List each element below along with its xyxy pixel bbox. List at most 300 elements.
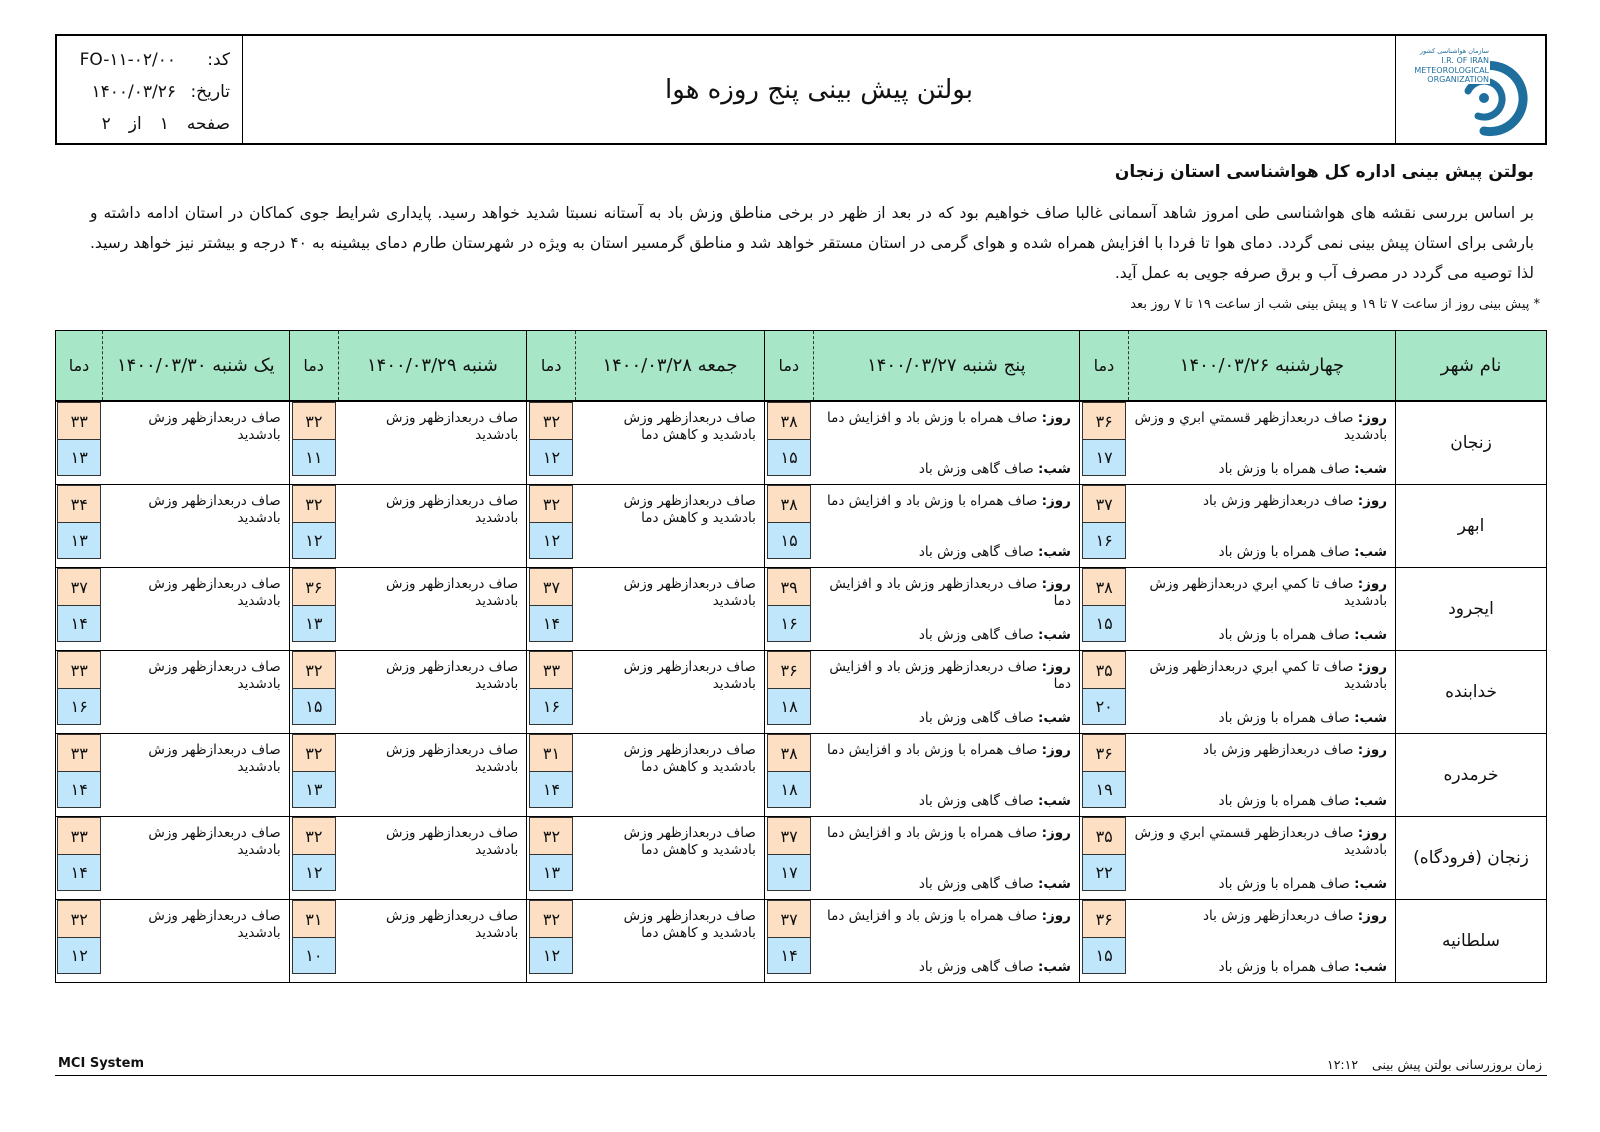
day-forecast: [817, 825, 1071, 842]
day-label: روز:: [1041, 659, 1071, 675]
max-temp: ۳۶: [1082, 734, 1126, 771]
day-forecast: [817, 493, 1071, 510]
forecast-cell: [813, 485, 1079, 568]
day-label: روز:: [1041, 825, 1071, 841]
forecast-cell: [338, 817, 527, 900]
night-forecast-text: صاف گاهی وزش باد: [918, 627, 1034, 643]
night-label: شب:: [1354, 876, 1388, 892]
logo-text-fa: سازمان هواشناسی کشور: [1419, 47, 1489, 55]
forecast-text: صاف دربعدازظهر وزش بادشدید: [148, 493, 281, 526]
temp-box: [767, 900, 811, 974]
min-temp: ۱۴: [57, 854, 101, 891]
day-label: روز:: [1357, 410, 1388, 426]
temp-cell: [1079, 401, 1128, 485]
temp-box: [767, 402, 811, 476]
min-temp: ۱۵: [1082, 605, 1126, 642]
forecast-cell: [338, 651, 527, 734]
forecast-text: صاف دربعدازظهر وزش بادشدید: [386, 576, 519, 609]
min-temp: ۱۵: [292, 688, 336, 725]
forecast-text: صاف دربعدازظهر وزش بادشدید: [623, 576, 756, 609]
day-label: روز:: [1041, 410, 1071, 426]
city-name: خرمدره: [1396, 734, 1547, 817]
min-temp: ۱۵: [767, 439, 811, 476]
temp-cell: [527, 401, 576, 485]
document-header: [55, 34, 1547, 145]
document-title: بولتن پیش بینی پنج روزه هوا: [665, 74, 973, 105]
min-temp: ۱۶: [529, 688, 573, 725]
temp-cell: [289, 651, 338, 734]
day-label: روز:: [1357, 908, 1388, 924]
forecast-cell: [813, 900, 1079, 983]
temp-cell: [527, 568, 576, 651]
temp-box: [57, 485, 101, 559]
forecast-cell: [576, 734, 765, 817]
forecast-text: صاف دربعدازظهر وزش بادشدید: [148, 576, 281, 609]
night-label: شب:: [1037, 461, 1071, 477]
city-name: زنجان (فرودگاه): [1396, 817, 1547, 900]
temp-cell: [764, 485, 813, 568]
max-temp: ۳۳: [57, 734, 101, 771]
min-temp: ۱۴: [57, 771, 101, 808]
update-time: ۱۲:۱۲: [1326, 1057, 1359, 1072]
temp-box: [529, 568, 573, 642]
max-temp: ۳۲: [292, 651, 336, 688]
temp-cell: [1079, 485, 1128, 568]
night-forecast: [919, 876, 1071, 893]
page-number: ۱: [159, 114, 169, 134]
code-value: FO-۱۱-۰۲/۰۰: [79, 50, 176, 70]
date-value: ۱۴۰۰/۰۳/۲۶: [91, 82, 176, 102]
temp-box: [1082, 651, 1126, 725]
temp-cell: [56, 900, 103, 983]
forecast-table-body: [56, 401, 1547, 983]
max-temp: ۳۵: [1082, 651, 1126, 688]
day-forecast-text: صاف دربعدازظهر قسمتي ابري و وزش بادشدید: [1134, 410, 1388, 443]
max-temp: ۳۵: [1082, 817, 1126, 854]
min-temp: ۲۰: [1082, 688, 1126, 725]
min-temp: ۲۲: [1082, 854, 1126, 891]
max-temp: ۳۳: [529, 651, 573, 688]
min-temp: ۱۷: [767, 854, 811, 891]
table-row: [56, 401, 1547, 485]
temp-cell: [1079, 568, 1128, 651]
temp-box: [57, 734, 101, 808]
date-row: [57, 76, 230, 108]
night-forecast-text: صاف همراه با وزش باد: [1218, 793, 1350, 809]
temp-cell: [56, 401, 103, 485]
temp-box: [57, 568, 101, 642]
forecast-text: صاف دربعدازظهر وزش بادشدید: [386, 410, 519, 443]
temp-cell: [56, 734, 103, 817]
logo-text-country: I.R. OF IRAN: [1441, 56, 1489, 65]
forecast-cell: [1128, 568, 1395, 651]
day-forecast: [1132, 825, 1387, 859]
forecast-text: صاف دربعدازظهر وزش بادشدید: [386, 825, 519, 858]
temp-cell: [289, 485, 338, 568]
min-temp: ۱۵: [1082, 937, 1126, 974]
temp-box: [767, 734, 811, 808]
temp-box: [529, 651, 573, 725]
temp-box: [529, 485, 573, 559]
day-label: روز:: [1041, 576, 1071, 592]
forecast-cell: [338, 568, 527, 651]
min-temp: ۱۳: [529, 854, 573, 891]
forecast-text: صاف دربعدازظهر وزش بادشدید و کاهش دما: [623, 908, 756, 941]
temp-box: [292, 734, 336, 808]
temp-cell: [527, 900, 576, 983]
min-temp: ۱۲: [529, 439, 573, 476]
temp-column-header: دما: [289, 331, 338, 402]
forecast-cell: [576, 817, 765, 900]
temp-cell: [1079, 817, 1128, 900]
day-label: روز:: [1357, 576, 1388, 592]
forecast-cell: [338, 734, 527, 817]
day-forecast: [817, 742, 1071, 759]
min-temp: ۱۲: [292, 854, 336, 891]
max-temp: ۳۲: [292, 734, 336, 771]
night-forecast-text: صاف گاهی وزش باد: [918, 959, 1034, 975]
night-label: شب:: [1037, 876, 1071, 892]
page-row: [57, 108, 230, 140]
temp-box: [1082, 734, 1126, 808]
day-forecast-text: صاف همراه با وزش باد و افزایش دما: [826, 742, 1038, 758]
temp-cell: [764, 568, 813, 651]
forecast-cell: [103, 900, 290, 983]
temp-box: [292, 651, 336, 725]
night-forecast: [1219, 793, 1387, 810]
temp-box: [292, 900, 336, 974]
temp-box: [1082, 485, 1126, 559]
forecast-cell: [103, 734, 290, 817]
night-label: شب:: [1354, 627, 1388, 643]
min-temp: ۱۶: [57, 688, 101, 725]
table-row: [56, 651, 1547, 734]
forecast-cell: [103, 651, 290, 734]
intro-paragraph: بر اساس بررسی نقشه های هواشناسی طی امروز شاهد آسمانی غالبا صاف خواهیم بود که در بعد از ظهر در برخی مناطق وزش باد به آستانه نسبتا شدید خواهد رسید. پایداری شرایط جوی کماکان در استان ادامه داشته و بارشی برای استان پیش بینی نمی گردد. دمای هوا تا فردا با افزایش همراه شده و هوای گرمی در استان مستقر خواهد شد و مناطق گرمسیر استان به ویژه در شهرستان طارم دمای بیشینه به ۴۰ درجه و بیشتر نیز خواهد رسید. لذا توصیه می گردد در مصرف آب و برق صرفه جویی به عمل آید.: [90, 204, 1534, 282]
forecast-cell: [576, 900, 765, 983]
night-forecast: [1219, 544, 1387, 561]
temp-box: [767, 485, 811, 559]
footer-divider: [55, 1075, 1547, 1076]
forecast-cell: [338, 401, 527, 485]
table-row: [56, 900, 1547, 983]
night-forecast: [919, 461, 1071, 478]
night-forecast-text: صاف گاهی وزش باد: [918, 876, 1034, 892]
temp-cell: [764, 900, 813, 983]
forecast-cell: [1128, 817, 1395, 900]
night-forecast: [1219, 710, 1387, 727]
max-temp: ۳۳: [57, 817, 101, 854]
forecast-text: صاف دربعدازظهر وزش بادشدید و کاهش دما: [623, 825, 756, 858]
day-forecast-text: صاف همراه با وزش باد و افزایش دما: [826, 825, 1038, 841]
forecast-cell: [813, 651, 1079, 734]
night-forecast-text: صاف همراه با وزش باد: [1218, 544, 1350, 560]
night-label: شب:: [1037, 627, 1071, 643]
night-forecast-text: صاف همراه با وزش باد: [1218, 959, 1350, 975]
code-label: کد:: [207, 50, 230, 70]
max-temp: ۳۲: [292, 402, 336, 439]
min-temp: ۱۴: [529, 605, 573, 642]
day-label: روز:: [1357, 742, 1388, 758]
night-forecast: [1219, 959, 1387, 976]
night-forecast-text: صاف گاهی وزش باد: [918, 793, 1034, 809]
night-forecast-text: صاف همراه با وزش باد: [1218, 876, 1350, 892]
forecast-cell: [338, 485, 527, 568]
forecast-cell: [576, 485, 765, 568]
temp-column-header: دما: [527, 331, 576, 402]
temp-box: [292, 568, 336, 642]
temp-cell: [527, 817, 576, 900]
footer-system: MCI System: [58, 1056, 144, 1071]
day-label: روز:: [1357, 659, 1388, 675]
temp-box: [529, 900, 573, 974]
temp-cell: [764, 734, 813, 817]
night-label: شب:: [1354, 959, 1388, 975]
day-forecast-text: صاف همراه با وزش باد و افزایش دما: [826, 493, 1038, 509]
forecast-cell: [1128, 485, 1395, 568]
forecast-text: صاف دربعدازظهر وزش بادشدید: [623, 659, 756, 692]
night-label: شب:: [1037, 710, 1071, 726]
table-row: [56, 485, 1547, 568]
night-forecast: [919, 710, 1071, 727]
temp-cell: [1079, 734, 1128, 817]
temp-box: [767, 651, 811, 725]
max-temp: ۳۴: [57, 485, 101, 522]
night-label: شب:: [1037, 544, 1071, 560]
day-forecast-text: صاف تا کمي ابري دربعدازظهر وزش بادشدید: [1149, 659, 1388, 692]
min-temp: ۱۲: [529, 937, 573, 974]
city-column-header: نام شهر: [1396, 331, 1547, 402]
temp-cell: [527, 485, 576, 568]
min-temp: ۱۶: [767, 605, 811, 642]
update-label: زمان بروزرسانی بولتن پیش بینی: [1372, 1057, 1542, 1072]
min-temp: ۱۷: [1082, 439, 1126, 476]
forecast-table: [55, 330, 1547, 983]
max-temp: ۳۲: [292, 817, 336, 854]
day-column-header: شنبه ۱۴۰۰/۰۳/۲۹: [338, 331, 527, 402]
forecast-cell: [813, 817, 1079, 900]
night-label: شب:: [1354, 544, 1388, 560]
forecast-cell: [1128, 401, 1395, 485]
forecast-cell: [576, 401, 765, 485]
forecast-text: صاف دربعدازظهر وزش بادشدید و کاهش دما: [623, 742, 756, 775]
day-forecast: [1132, 493, 1387, 510]
max-temp: ۳۸: [767, 402, 811, 439]
table-row: [56, 568, 1547, 651]
night-forecast: [919, 793, 1071, 810]
day-label: روز:: [1041, 493, 1071, 509]
logo-text-meteorological: METEOROLOGICAL: [1414, 66, 1489, 75]
page-of: از: [128, 114, 142, 134]
forecast-cell: [103, 401, 290, 485]
forecast-hours-note: * پیش بینی روز از ساعت ۷ تا ۱۹ و پیش بینی شب از ساعت ۱۹ تا ۷ روز بعد: [1130, 297, 1540, 312]
temp-cell: [289, 734, 338, 817]
min-temp: ۱۶: [1082, 522, 1126, 559]
temp-box: [1082, 568, 1126, 642]
page-label: صفحه: [186, 114, 230, 134]
temp-column-header: دما: [764, 331, 813, 402]
max-temp: ۳۲: [529, 900, 573, 937]
table-row: [56, 734, 1547, 817]
forecast-cell: [338, 900, 527, 983]
max-temp: ۳۷: [1082, 485, 1126, 522]
day-label: روز:: [1357, 825, 1388, 841]
day-forecast: [817, 908, 1071, 925]
temp-box: [57, 817, 101, 891]
min-temp: ۱۴: [767, 937, 811, 974]
day-forecast: [1132, 659, 1387, 693]
max-temp: ۳۶: [1082, 402, 1126, 439]
temp-cell: [1079, 651, 1128, 734]
temp-box: [1082, 402, 1126, 476]
night-label: شب:: [1037, 959, 1071, 975]
temp-box: [292, 485, 336, 559]
max-temp: ۳۳: [57, 651, 101, 688]
temp-cell: [56, 568, 103, 651]
max-temp: ۳۸: [767, 734, 811, 771]
temp-cell: [56, 651, 103, 734]
forecast-text: صاف دربعدازظهر وزش بادشدید: [148, 410, 281, 443]
forecast-text: صاف دربعدازظهر وزش بادشدید و کاهش دما: [623, 493, 756, 526]
max-temp: ۳۱: [529, 734, 573, 771]
night-forecast-text: صاف همراه با وزش باد: [1218, 627, 1350, 643]
min-temp: ۱۴: [57, 605, 101, 642]
logo-text-organization: ORGANIZATION: [1427, 75, 1489, 84]
day-forecast-text: صاف دربعدازظهر وزش باد: [1203, 742, 1354, 758]
temp-box: [529, 734, 573, 808]
temp-column-header: دما: [56, 331, 103, 402]
forecast-cell: [103, 817, 290, 900]
temp-cell: [764, 817, 813, 900]
forecast-text: صاف دربعدازظهر وزش بادشدید: [386, 908, 519, 941]
max-temp: ۳۹: [767, 568, 811, 605]
night-forecast-text: صاف همراه با وزش باد: [1218, 710, 1350, 726]
min-temp: ۱۴: [529, 771, 573, 808]
max-temp: ۳۲: [529, 485, 573, 522]
day-forecast-text: صاف دربعدازظهر وزش باد و افزایش دما: [829, 659, 1071, 692]
max-temp: ۳۶: [767, 651, 811, 688]
forecast-text: صاف دربعدازظهر وزش بادشدید: [148, 825, 281, 858]
day-forecast-text: صاف دربعدازظهر وزش باد: [1203, 493, 1354, 509]
day-column-header: یک شنبه ۱۴۰۰/۰۳/۳۰: [103, 331, 290, 402]
day-column-header: جمعه ۱۴۰۰/۰۳/۲۸: [576, 331, 765, 402]
max-temp: ۳۸: [767, 485, 811, 522]
temp-cell: [1079, 900, 1128, 983]
min-temp: ۱۳: [57, 439, 101, 476]
day-forecast: [817, 410, 1071, 427]
night-forecast-text: صاف گاهی وزش باد: [918, 710, 1034, 726]
night-forecast: [919, 544, 1071, 561]
temp-box: [529, 817, 573, 891]
forecast-text: صاف دربعدازظهر وزش بادشدید: [386, 493, 519, 526]
code-row: [57, 44, 230, 76]
forecast-text: صاف دربعدازظهر وزش بادشدید و کاهش دما: [623, 410, 756, 443]
max-temp: ۳۲: [57, 900, 101, 937]
min-temp: ۱۳: [292, 771, 336, 808]
city-name: زنجان: [1396, 401, 1547, 485]
temp-cell: [289, 401, 338, 485]
day-forecast: [1132, 410, 1387, 444]
day-forecast-text: صاف دربعدازظهر قسمتي ابري و وزش بادشدید: [1134, 825, 1388, 858]
min-temp: ۱۲: [57, 937, 101, 974]
meteorological-organization-logo: [1395, 36, 1545, 143]
forecast-cell: [103, 485, 290, 568]
night-forecast: [1219, 876, 1387, 893]
table-header-row: [56, 331, 1547, 402]
min-temp: ۱۳: [292, 605, 336, 642]
city-name: ابهر: [1396, 485, 1547, 568]
forecast-cell: [576, 651, 765, 734]
night-label: شب:: [1354, 461, 1388, 477]
temp-cell: [527, 734, 576, 817]
forecast-text: صاف دربعدازظهر وزش بادشدید: [148, 659, 281, 692]
forecast-cell: [813, 734, 1079, 817]
night-forecast-text: صاف گاهی وزش باد: [918, 461, 1034, 477]
max-temp: ۳۶: [1082, 900, 1126, 937]
temp-box: [767, 817, 811, 891]
forecast-cell: [813, 568, 1079, 651]
temp-box: [1082, 900, 1126, 974]
temp-cell: [527, 651, 576, 734]
max-temp: ۳۷: [529, 568, 573, 605]
max-temp: ۳۷: [767, 817, 811, 854]
day-column-header: پنج شنبه ۱۴۰۰/۰۳/۲۷: [813, 331, 1079, 402]
temp-box: [1082, 817, 1126, 891]
forecast-text: صاف دربعدازظهر وزش بادشدید: [148, 908, 281, 941]
night-forecast: [919, 959, 1071, 976]
temp-cell: [56, 485, 103, 568]
temp-box: [292, 402, 336, 476]
max-temp: ۳۸: [1082, 568, 1126, 605]
table-row: [56, 817, 1547, 900]
day-forecast-text: صاف دربعدازظهر وزش باد: [1203, 908, 1354, 924]
day-forecast-text: صاف همراه با وزش باد و افزایش دما: [826, 908, 1038, 924]
section-title: بولتن پیش بینی اداره کل هواشناسی استان زنجان: [1114, 162, 1534, 182]
max-temp: ۳۷: [767, 900, 811, 937]
temp-box: [57, 900, 101, 974]
min-temp: ۱۸: [767, 688, 811, 725]
city-name: سلطانیه: [1396, 900, 1547, 983]
temp-box: [57, 651, 101, 725]
city-name: ایجرود: [1396, 568, 1547, 651]
page-total: ۲: [101, 114, 111, 134]
max-temp: ۳۲: [529, 817, 573, 854]
temp-box: [529, 402, 573, 476]
night-forecast: [1219, 461, 1387, 478]
night-forecast: [1219, 627, 1387, 644]
day-forecast: [817, 576, 1071, 610]
day-forecast: [1132, 908, 1387, 925]
temp-cell: [289, 817, 338, 900]
temp-cell: [764, 651, 813, 734]
forecast-cell: [1128, 900, 1395, 983]
day-label: روز:: [1357, 493, 1388, 509]
max-temp: ۳۲: [529, 402, 573, 439]
forecast-text: صاف دربعدازظهر وزش بادشدید: [386, 659, 519, 692]
max-temp: ۳۶: [292, 568, 336, 605]
document-meta: [57, 36, 243, 143]
night-forecast-text: صاف گاهی وزش باد: [918, 544, 1034, 560]
day-forecast-text: صاف دربعدازظهر وزش باد و افزایش دما: [829, 576, 1071, 609]
min-temp: ۱۰: [292, 937, 336, 974]
night-label: شب:: [1354, 793, 1388, 809]
min-temp: ۱۱: [292, 439, 336, 476]
min-temp: ۱۳: [57, 522, 101, 559]
min-temp: ۱۲: [292, 522, 336, 559]
day-label: روز:: [1041, 908, 1071, 924]
temp-box: [767, 568, 811, 642]
night-label: شب:: [1037, 793, 1071, 809]
